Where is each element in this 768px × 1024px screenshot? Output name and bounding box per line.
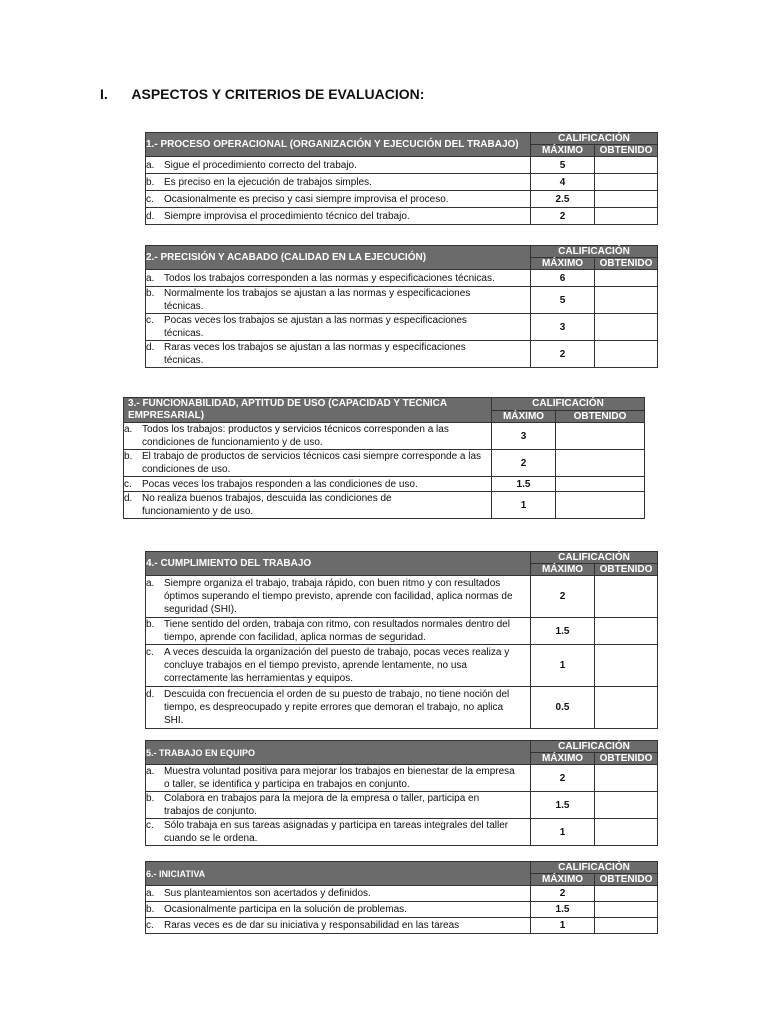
table-row: [146, 765, 658, 792]
obtained-score-cell[interactable]: [595, 819, 658, 846]
rubric-table-4: [145, 551, 658, 729]
calificacion-header: CALIFICACIÓN: [531, 862, 658, 874]
row-letter: d.: [146, 210, 155, 222]
row-criterion: El trabajo de productos de servicios técnicos casi siempre corresponde a las condiciones de uso.: [142, 451, 482, 475]
row-letter: b.: [124, 451, 133, 462]
max-score: 5: [531, 287, 595, 314]
table-row: [124, 423, 645, 450]
obtained-score-cell[interactable]: [595, 765, 658, 792]
table-row: [146, 174, 658, 191]
table-row: [146, 618, 658, 645]
row-letter: b.: [146, 176, 155, 188]
row-letter: a.: [146, 272, 155, 284]
maximo-header: MÁXIMO: [531, 258, 595, 270]
max-score: 3: [531, 314, 595, 341]
row-letter: b.: [146, 288, 155, 299]
max-score: 3: [492, 423, 556, 450]
max-score: 2: [531, 341, 595, 368]
table-row: [146, 157, 658, 174]
obtenido-header: OBTENIDO: [595, 145, 658, 157]
table-row: [146, 287, 658, 314]
table-row: [146, 918, 658, 934]
max-score: 2.5: [531, 191, 595, 208]
row-letter: b.: [146, 904, 155, 915]
row-letter: c.: [146, 647, 154, 658]
table-row: [146, 314, 658, 341]
obtained-score-cell[interactable]: [595, 902, 658, 918]
obtained-score-cell[interactable]: [595, 157, 658, 174]
table-title: 6.- INICIATIVA: [146, 862, 531, 886]
row-criterion: Todos los trabajos corresponden a las normas y especificaciones técnicas.: [164, 272, 495, 284]
obtained-score-cell[interactable]: [595, 576, 658, 618]
obtained-score-cell[interactable]: [595, 208, 658, 225]
calificacion-header: CALIFICACIÓN: [531, 552, 658, 564]
table-row: [146, 191, 658, 208]
table-row: [146, 687, 658, 729]
table-row: [146, 270, 658, 287]
row-letter: a.: [146, 888, 155, 899]
row-criterion: Siempre organiza el trabajo, trabaja rápido, con buen ritmo y con resultados óptimos superando el tiempo previsto, aprende con facilidad, aplica normas de seguridad (SHI).: [164, 578, 513, 615]
section-number: I.: [100, 86, 108, 102]
row-criterion: Colabora en trabajos para la mejora de la empresa o taller, participa en trabajos de conjunto.: [164, 793, 480, 817]
row-letter: d.: [124, 493, 133, 504]
maximo-header: MÁXIMO: [531, 874, 595, 886]
maximo-header: MÁXIMO: [492, 410, 556, 423]
max-score: 1: [492, 492, 556, 519]
obtenido-header: OBTENIDO: [595, 753, 658, 765]
table-title: 5.- TRABAJO EN EQUIPO: [146, 741, 531, 765]
max-score: 2: [531, 576, 595, 618]
rubric-table-2: [145, 245, 658, 368]
table-row: [146, 645, 658, 687]
obtained-score-cell[interactable]: [595, 886, 658, 902]
row-criterion: Descuida con frecuencia el orden de su puesto de trabajo, no tiene noción del tiempo, es despreocupado y repite errores que demoran el trabajo, no aplica SHI.: [164, 689, 510, 726]
row-letter: b.: [146, 793, 155, 804]
row-letter: c.: [146, 315, 154, 326]
row-criterion: Raras veces los trabajos se ajustan a las normas y especificaciones técnicas.: [164, 342, 466, 366]
max-score: 2: [531, 765, 595, 792]
row-letter: a.: [124, 424, 133, 435]
row-letter: d.: [146, 689, 155, 700]
row-criterion: Ocasionalmente participa en la solución de problemas.: [164, 904, 407, 915]
row-letter: c.: [146, 193, 154, 205]
obtained-score-cell[interactable]: [595, 687, 658, 729]
obtained-score-cell[interactable]: [556, 477, 645, 492]
obtenido-header: OBTENIDO: [556, 410, 645, 423]
obtained-score-cell[interactable]: [595, 645, 658, 687]
obtained-score-cell[interactable]: [595, 287, 658, 314]
section-title: ASPECTOS Y CRITERIOS DE EVALUACION:: [131, 86, 425, 102]
max-score: 2: [531, 886, 595, 902]
max-score: 1: [531, 819, 595, 846]
table-row: [124, 492, 645, 519]
max-score: 1.5: [492, 477, 556, 492]
table-title: 3.- FUNCIONABILIDAD, APTITUD DE USO (CAPACIDAD Y TECNICA EMPRESARIAL): [124, 398, 492, 423]
table-row: [146, 886, 658, 902]
obtained-score-cell[interactable]: [595, 341, 658, 368]
max-score: 1.5: [531, 792, 595, 819]
rubric-table-6: [145, 861, 658, 934]
row-criterion: Sus planteamientos son acertados y definidos.: [164, 888, 371, 899]
rubric-table-1: [145, 132, 658, 225]
row-criterion: Pocas veces los trabajos se ajustan a las normas y especificaciones técnicas.: [164, 315, 467, 339]
obtained-score-cell[interactable]: [556, 492, 645, 519]
row-criterion: Sigue el procedimiento correcto del trabajo.: [164, 159, 357, 171]
row-letter: a.: [146, 578, 155, 589]
row-criterion: Sólo trabaja en sus tareas asignadas y participa en tareas integrales del taller cuando se le ordena.: [164, 820, 509, 844]
maximo-header: MÁXIMO: [531, 564, 595, 576]
table-row: [146, 341, 658, 368]
max-score: 1: [531, 918, 595, 934]
obtained-score-cell[interactable]: [595, 270, 658, 287]
obtained-score-cell[interactable]: [595, 174, 658, 191]
row-criterion: Todos los trabajos: productos y servicios técnicos corresponden a las condiciones de funcionamiento y de uso.: [142, 424, 449, 448]
obtenido-header: OBTENIDO: [595, 258, 658, 270]
row-criterion: Pocas veces los trabajos responden a las condiciones de uso.: [142, 478, 418, 490]
max-score: 0.5: [531, 687, 595, 729]
rubric-table-5: [145, 740, 658, 846]
row-letter: a.: [146, 159, 155, 171]
obtained-score-cell[interactable]: [595, 618, 658, 645]
table-title: 1.- PROCESO OPERACIONAL (ORGANIZACIÓN Y EJECUCIÓN DEL TRABAJO): [146, 133, 531, 157]
row-letter: b.: [146, 619, 155, 630]
table-row: [146, 792, 658, 819]
obtained-score-cell[interactable]: [556, 423, 645, 450]
table-row: [146, 902, 658, 918]
max-score: 1: [531, 645, 595, 687]
row-criterion: Es preciso en la ejecución de trabajos simples.: [164, 176, 372, 188]
max-score: 5: [531, 157, 595, 174]
obtained-score-cell[interactable]: [595, 191, 658, 208]
max-score: 6: [531, 270, 595, 287]
rubric-table-3: [123, 397, 645, 519]
obtained-score-cell[interactable]: [595, 918, 658, 934]
max-score: 1.5: [531, 618, 595, 645]
max-score: 1.5: [531, 902, 595, 918]
table-row: [146, 576, 658, 618]
calificacion-header: CALIFICACIÓN: [492, 398, 645, 411]
row-criterion: Tiene sentido del orden, trabaja con ritmo, con resultados normales dentro del tiempo, aprende con facilidad, aplica normas de seguridad.: [164, 619, 510, 643]
calificacion-header: CALIFICACIÓN: [531, 246, 658, 258]
calificacion-header: CALIFICACIÓN: [531, 741, 658, 753]
table-title: 4.- CUMPLIMIENTO DEL TRABAJO: [146, 552, 531, 576]
row-letter: d.: [146, 342, 155, 353]
table-row: [146, 208, 658, 225]
section-heading: [100, 86, 424, 102]
max-score: 2: [531, 208, 595, 225]
obtained-score-cell[interactable]: [595, 792, 658, 819]
row-letter: c.: [146, 820, 154, 831]
row-letter: c.: [124, 478, 132, 490]
table-title: 2.- PRECISIÓN Y ACABADO (CALIDAD EN LA EJECUCIÓN): [146, 246, 531, 270]
row-criterion: No realiza buenos trabajos, descuida las condiciones de funcionamiento y de uso.: [142, 493, 392, 517]
table-row: [124, 477, 645, 492]
obtained-score-cell[interactable]: [556, 450, 645, 477]
row-letter: a.: [146, 766, 155, 777]
max-score: 2: [492, 450, 556, 477]
obtenido-header: OBTENIDO: [595, 874, 658, 886]
table-row: [146, 819, 658, 846]
obtenido-header: OBTENIDO: [595, 564, 658, 576]
calificacion-header: CALIFICACIÓN: [531, 133, 658, 145]
row-criterion: Siempre improvisa el procedimiento técnico del trabajo.: [164, 210, 410, 222]
row-letter: c.: [146, 920, 154, 931]
obtained-score-cell[interactable]: [595, 314, 658, 341]
row-criterion: Normalmente los trabajos se ajustan a las normas y especificaciones técnicas.: [164, 288, 471, 312]
row-criterion: Ocasionalmente es preciso y casi siempre improvisa el proceso.: [164, 193, 449, 205]
row-criterion: A veces descuida la organización del puesto de trabajo, pocas veces realiza y concluye trabajos en el tiempo previsto, aprende lentamente, no usa correctamente las herramientas y equipos.: [164, 647, 510, 684]
row-criterion: Muestra voluntad positiva para mejorar los trabajos en bienestar de la empresa o taller, se identifica y participa en trabajos en conjunto.: [164, 766, 515, 790]
maximo-header: MÁXIMO: [531, 753, 595, 765]
row-criterion: Raras veces es de dar su iniciativa y responsabilidad en las tareas: [164, 920, 460, 931]
max-score: 4: [531, 174, 595, 191]
table-row: [124, 450, 645, 477]
maximo-header: MÁXIMO: [531, 145, 595, 157]
